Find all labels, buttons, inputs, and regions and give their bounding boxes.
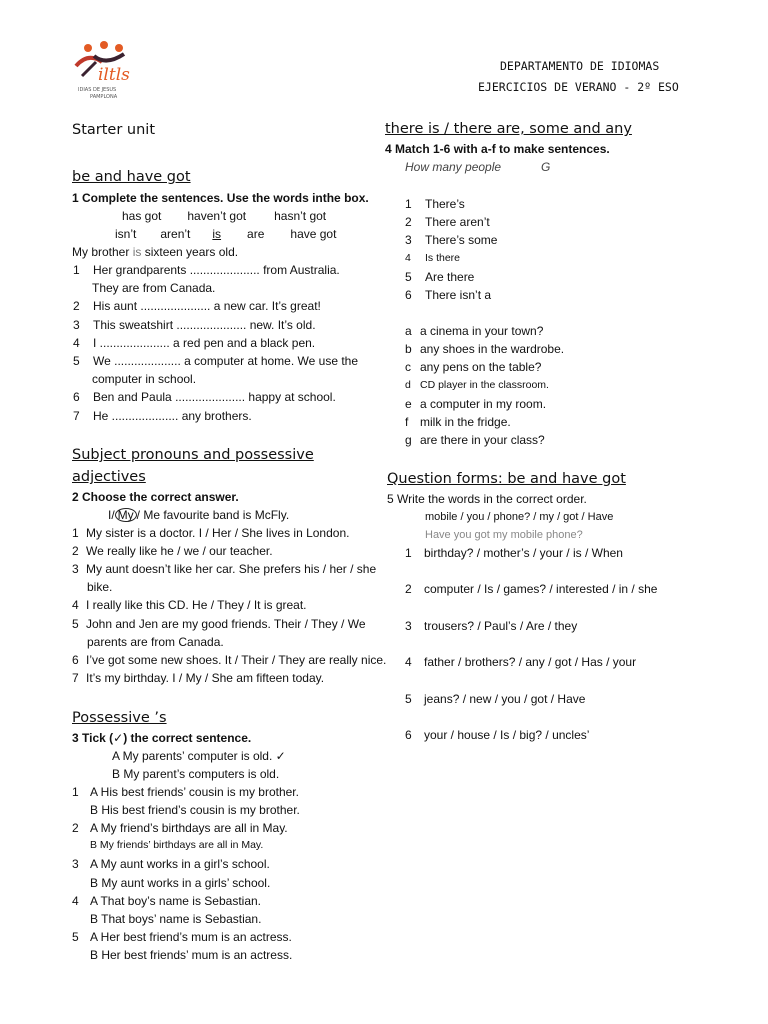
item-text: There isn’t a	[425, 288, 492, 302]
item-text: A That boy’s name is Sebastian.	[90, 893, 261, 908]
item-text: My aunt doesn’t like her car. She prefers his / her / she	[86, 562, 377, 577]
box-word: haven’t got	[187, 209, 247, 223]
item-text: A Her best friend’s mum is an actress.	[90, 929, 292, 944]
item-number: 1	[405, 197, 412, 211]
item-number: c	[405, 360, 411, 375]
section3-heading: Possessive ’s	[72, 710, 167, 726]
item-text: A My aunt works in a girl’s school.	[90, 857, 270, 872]
item-number: 1	[405, 546, 412, 560]
item-text: father / brothers? / any / got / Has / your	[424, 655, 637, 670]
item-text: Is there	[425, 251, 461, 264]
box-word: hasn’t got	[274, 209, 327, 223]
logo-subtitle: IDIAS DE JESUS	[78, 87, 117, 93]
item-text: Her grandparents ..................... from Australia.	[93, 263, 340, 277]
box-word: isn’t	[115, 227, 137, 241]
word-box-row1	[122, 209, 326, 223]
item-text: B My aunt works in a girls’ school.	[90, 875, 271, 890]
section2-heading-line1: Subject pronouns and possessive	[72, 447, 314, 463]
item-text: computer in school.	[92, 372, 197, 387]
item-number: 3	[73, 317, 80, 332]
item-number: 2	[405, 215, 412, 230]
item-number: 5	[72, 929, 79, 944]
section5-example-answer: Have you got my mobile phone?	[425, 529, 583, 541]
item-text: There’s	[425, 197, 465, 211]
item-text: B That boys’ name is Sebastian.	[90, 911, 262, 926]
box-word: has got	[122, 209, 162, 223]
box-word: are	[247, 227, 265, 241]
item-text: jeans? / new / you / got / Have	[424, 691, 586, 706]
item-number: 7	[72, 670, 79, 685]
item-text: your / house / Is / big? / uncles’	[424, 728, 590, 742]
item-text: I ..................... a red pen and a black pen.	[93, 335, 316, 350]
item-text: They are from Canada.	[92, 281, 216, 296]
item-number: 4	[405, 655, 412, 670]
word-box-row2	[115, 227, 336, 241]
item-text: B His best friend’s cousin is my brother.	[90, 803, 300, 818]
item-number: 5	[72, 616, 79, 631]
section2-example: I/ My / Me favourite band is McFly.	[108, 508, 290, 522]
section3-example-b: B My parent’s computers is old.	[112, 767, 280, 781]
section2-instruction: 2 Choose the correct answer.	[72, 490, 239, 504]
item-text: He .................... any brothers.	[93, 408, 252, 423]
item-number: 6	[405, 728, 412, 742]
item-text: any shoes in the wardrobe.	[420, 342, 565, 357]
item-text: any pens on the table?	[420, 360, 542, 375]
item-number: 1	[72, 785, 79, 799]
item-text: I’ve got some new shoes. It / Their / They are really nice.	[86, 652, 387, 667]
item-text: My sister is a doctor. I / Her / She lives in London.	[86, 526, 350, 540]
item-text: A My friend’s birthdays are all in May.	[90, 821, 288, 836]
item-text: CD player in the classroom.	[420, 378, 549, 391]
item-number: 5	[405, 691, 412, 706]
item-number: 2	[72, 821, 79, 836]
item-number: 7	[73, 408, 80, 423]
unit-title: Starter unit	[72, 122, 156, 138]
section2-heading-line2: adjectives	[72, 469, 146, 485]
item-text: milk in the fridge.	[420, 415, 511, 429]
department-label: DEPARTAMENTO DE IDIOMAS	[500, 59, 660, 73]
item-number: 1	[73, 263, 80, 277]
item-number: 6	[405, 288, 412, 302]
item-number: 2	[73, 299, 80, 314]
item-text: parents are from Canada.	[87, 634, 224, 649]
item-number: 3	[405, 618, 412, 633]
item-text: are there in your class?	[420, 433, 545, 448]
item-text: a computer in my room.	[420, 396, 547, 411]
item-text: This sweatshirt ..................... new. It’s old.	[93, 317, 316, 332]
item-text: bike.	[87, 580, 113, 595]
box-word: aren’t	[160, 227, 191, 241]
item-number: f	[405, 415, 409, 429]
document-title: EJERCICIOS DE VERANO - 2º ESO	[478, 80, 679, 94]
item-text: computer / Is / games? / interested / in / she	[424, 582, 658, 597]
item-text: It’s my birthday. I / My / She am fifteen today.	[86, 670, 325, 685]
item-text: I really like this CD. He / They / It is great.	[86, 598, 307, 613]
section4-example: How many people	[405, 160, 502, 174]
section4-instruction: 4 Match 1-6 with a-f to make sentences.	[385, 142, 610, 156]
section1-heading: be and have got	[72, 169, 191, 185]
item-text: a cinema in your town?	[420, 324, 544, 338]
item-text: There aren’t	[425, 215, 490, 230]
item-text: trousers? / Paul’s / Are / they	[424, 618, 578, 633]
item-text: birthday? / mother’s / your / is / When	[424, 546, 623, 560]
item-number: 4	[405, 251, 411, 264]
section4-heading: there is / there are, some and any	[385, 121, 632, 137]
circled-answer: My	[115, 508, 137, 522]
item-number: g	[405, 433, 412, 448]
item-number: 4	[73, 335, 80, 350]
item-text: A His best friends’ cousin is my brother.	[90, 785, 299, 799]
section1-example: My brother is sixteen years old.	[72, 245, 239, 259]
item-number: d	[405, 378, 411, 391]
item-number: a	[405, 324, 412, 338]
item-text: His aunt ..................... a new car. It’s great!	[93, 299, 321, 314]
logo-text: iltls	[98, 65, 130, 85]
item-number: 6	[73, 390, 80, 405]
item-text: We .................... a computer at home. We use the	[93, 354, 359, 368]
item-number: 4	[72, 893, 79, 908]
item-number: 6	[72, 652, 79, 667]
section5-example-words: mobile / you / phone? / my / got / Have	[425, 511, 614, 523]
item-text: Ben and Paula ..................... happy at school.	[93, 390, 336, 405]
section3-example-a: A My parents’ computer is old. ✓	[112, 749, 286, 763]
item-number: 5	[73, 354, 80, 368]
item-number: 2	[405, 582, 412, 597]
item-text: Are there	[425, 269, 475, 284]
item-number: 2	[72, 544, 79, 559]
item-number: e	[405, 396, 412, 411]
item-text: We really like he / we / our teacher.	[86, 544, 273, 559]
item-number: 4	[72, 598, 79, 613]
section4-example-answer: G	[541, 160, 551, 174]
logo-subtitle2: PAMPLONA	[90, 94, 118, 100]
section1-instruction: 1 Complete the sentences. Use the words inthe box.	[72, 191, 369, 205]
item-text: John and Jen are my good friends. Their / They / We	[86, 616, 366, 631]
item-text: There’s some	[425, 233, 498, 248]
item-text: B Her best friends’ mum is an actress.	[90, 947, 293, 962]
item-number: b	[405, 342, 412, 357]
item-number: 3	[72, 562, 79, 577]
box-word: is	[212, 227, 222, 241]
box-word: have got	[290, 227, 337, 241]
item-text: B My friends’ birthdays are all in May.	[90, 839, 264, 852]
school-logo	[72, 40, 147, 100]
section5-instruction: 5 Write the words in the correct order.	[387, 492, 587, 506]
item-number: 5	[405, 269, 412, 284]
section5-heading: Question forms: be and have got	[387, 471, 626, 487]
section3-instruction: 3 Tick (✓) the correct sentence.	[72, 731, 252, 745]
item-number: 3	[72, 857, 79, 872]
item-number: 1	[72, 526, 79, 540]
item-number: 3	[405, 233, 412, 248]
